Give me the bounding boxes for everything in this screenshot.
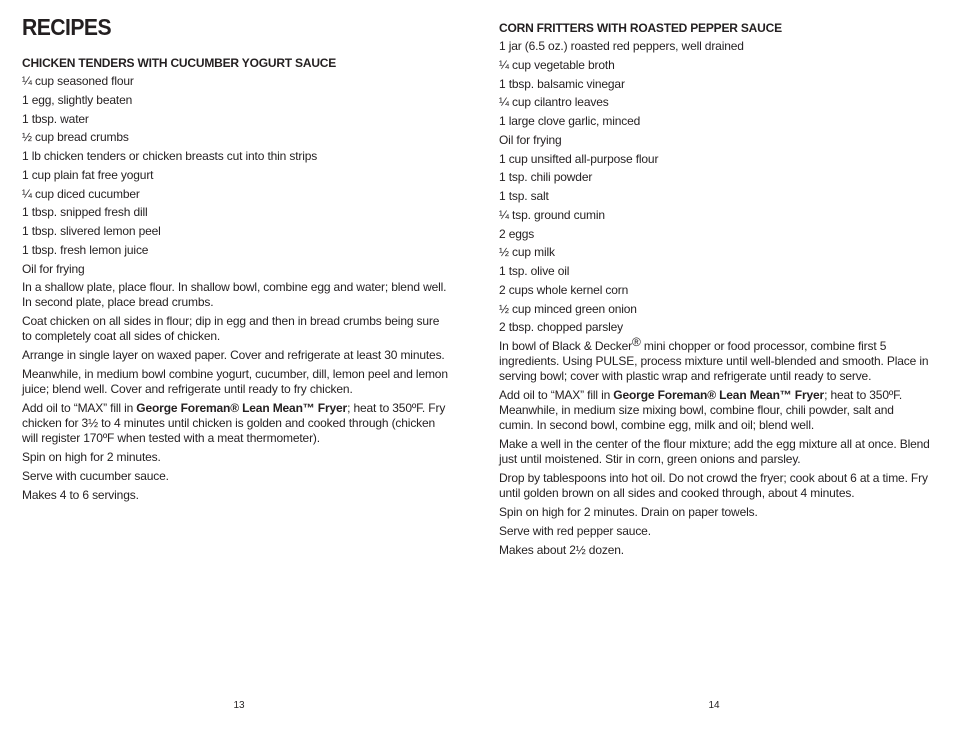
instruction-step: Meanwhile, in medium bowl combine yogurt, cucumber, dill, lemon peel and lemon juice; blend well. Cover and refrigerate until ready to fry chicken. xyxy=(22,367,448,397)
instruction-step: Make a well in the center of the flour mixture; add the egg mixture all at once. Blend just until moistened. Stir in corn, green onions and parsley. xyxy=(499,437,930,466)
ingredient: 1 tbsp. snipped fresh dill xyxy=(22,205,148,220)
ingredient: 1 cup plain fat free yogurt xyxy=(22,167,154,182)
ingredient: 2 cups whole kernel corn xyxy=(499,282,629,297)
step-text: Add oil to “MAX” fill in xyxy=(499,388,614,402)
instruction-step: In a shallow plate, place flour. In shallow bowl, combine egg and water; blend well. In second plate, place bread crumbs. xyxy=(22,280,447,310)
ingredient: ¼ tsp. ground cumin xyxy=(499,207,605,222)
ingredient: 1 tbsp. water xyxy=(22,111,89,126)
page-heading: RECIPES xyxy=(22,14,112,40)
ingredient-list xyxy=(499,39,931,335)
page-number: 14 xyxy=(708,700,720,711)
brand-name: George Foreman® Lean Mean™ Fryer xyxy=(136,401,348,416)
step-text: ; heat to 350ºF. Meanwhile, in medium size mixing bowl, combine flour, chili powder, salt and cumin. In second bowl, combine egg, milk and oil; blend well. xyxy=(499,388,903,432)
ingredient: ½ cup bread crumbs xyxy=(22,130,129,145)
instruction-step: Spin on high for 2 minutes. Drain on paper towels. xyxy=(499,505,758,519)
instruction-step: Drop by tablespoons into hot oil. Do not crowd the fryer; cook about 6 at a time. Fry until golden brown on all sides and cooked through, about 4 minutes. xyxy=(499,471,928,500)
instruction-step: Coat chicken on all sides in flour; dip in egg and then in bread crumbs being sure to completely coat all sides of chicken. xyxy=(22,314,440,344)
chicken-tenders-recipe xyxy=(22,56,452,507)
ingredient-list xyxy=(22,74,452,277)
instruction-step: Serve with cucumber sauce. xyxy=(22,469,169,484)
ingredient: 1 tbsp. slivered lemon peel xyxy=(22,224,161,238)
brand-name: George Foreman® Lean Mean™ Fryer xyxy=(613,388,825,402)
ingredient: ½ cup milk xyxy=(499,245,555,260)
instruction-step: Spin on high for 2 minutes. xyxy=(22,450,161,465)
registered-mark: ® xyxy=(631,335,641,349)
instruction-step-fryer xyxy=(499,388,931,433)
ingredient: ¼ cup vegetable broth xyxy=(499,57,615,72)
recipe-title: CHICKEN TENDERS WITH CUCUMBER YOGURT SAUCE xyxy=(22,56,337,70)
ingredient: 1 egg, slightly beaten xyxy=(22,92,133,107)
step-text: In bowl of Black & Decker xyxy=(499,339,632,353)
ingredient: 1 tsp. chili powder xyxy=(499,170,593,185)
ingredient: ½ cup minced green onion xyxy=(499,301,637,316)
ingredient: 1 tbsp. balsamic vinegar xyxy=(499,76,625,91)
page-number: 13 xyxy=(233,700,245,711)
ingredient: 1 tsp. olive oil xyxy=(499,264,570,278)
ingredient: 2 eggs xyxy=(499,226,535,241)
instruction-steps xyxy=(22,280,452,503)
ingredient: 1 tbsp. fresh lemon juice xyxy=(22,242,149,257)
ingredient: 1 large clove garlic, minced xyxy=(499,114,641,128)
instruction-step: Arrange in single layer on waxed paper. Cover and refrigerate at least 30 minutes. xyxy=(22,348,445,363)
instruction-steps xyxy=(499,335,931,558)
ingredient: ¼ cup diced cucumber xyxy=(22,186,140,201)
ingredient: 1 lb chicken tenders or chicken breasts cut into thin strips xyxy=(22,149,318,163)
ingredient: ¼ cup seasoned flour xyxy=(22,74,134,88)
yield-note: Makes about 2½ dozen. xyxy=(499,543,624,557)
ingredient: 1 tsp. salt xyxy=(499,189,549,203)
ingredient: Oil for frying xyxy=(22,261,85,276)
instruction-step: Serve with red pepper sauce. xyxy=(499,524,651,538)
step-text: ; heat to 350ºF. Fry chicken for 3½ to 4 minutes until chicken is golden and cooked through (chicken will register 170ºF when tested with a meat thermometer). xyxy=(22,401,446,446)
step-text: mini chopper or food processor, combine first 5 ingredients. Using PULSE, process mixture until well-blended and smooth. Place in serving bowl; cover with plastic wrap and refrigerate until ready to serve. xyxy=(499,339,929,383)
ingredient: Oil for frying xyxy=(499,132,562,147)
corn-fritters-recipe xyxy=(499,21,931,562)
ingredient: ¼ cup cilantro leaves xyxy=(499,95,609,110)
ingredient: 1 cup unsifted all-purpose flour xyxy=(499,151,659,166)
yield-note: Makes 4 to 6 servings. xyxy=(22,488,139,503)
instruction-step-fryer xyxy=(22,401,452,446)
step-text: Add oil to “MAX” fill in xyxy=(22,401,137,416)
ingredient: 2 tbsp. chopped parsley xyxy=(499,320,623,335)
instruction-step-processor xyxy=(499,335,931,384)
recipe-title: CORN FRITTERS WITH ROASTED PEPPER SAUCE xyxy=(499,21,782,35)
ingredient: 1 jar (6.5 oz.) roasted red peppers, well drained xyxy=(499,39,744,53)
